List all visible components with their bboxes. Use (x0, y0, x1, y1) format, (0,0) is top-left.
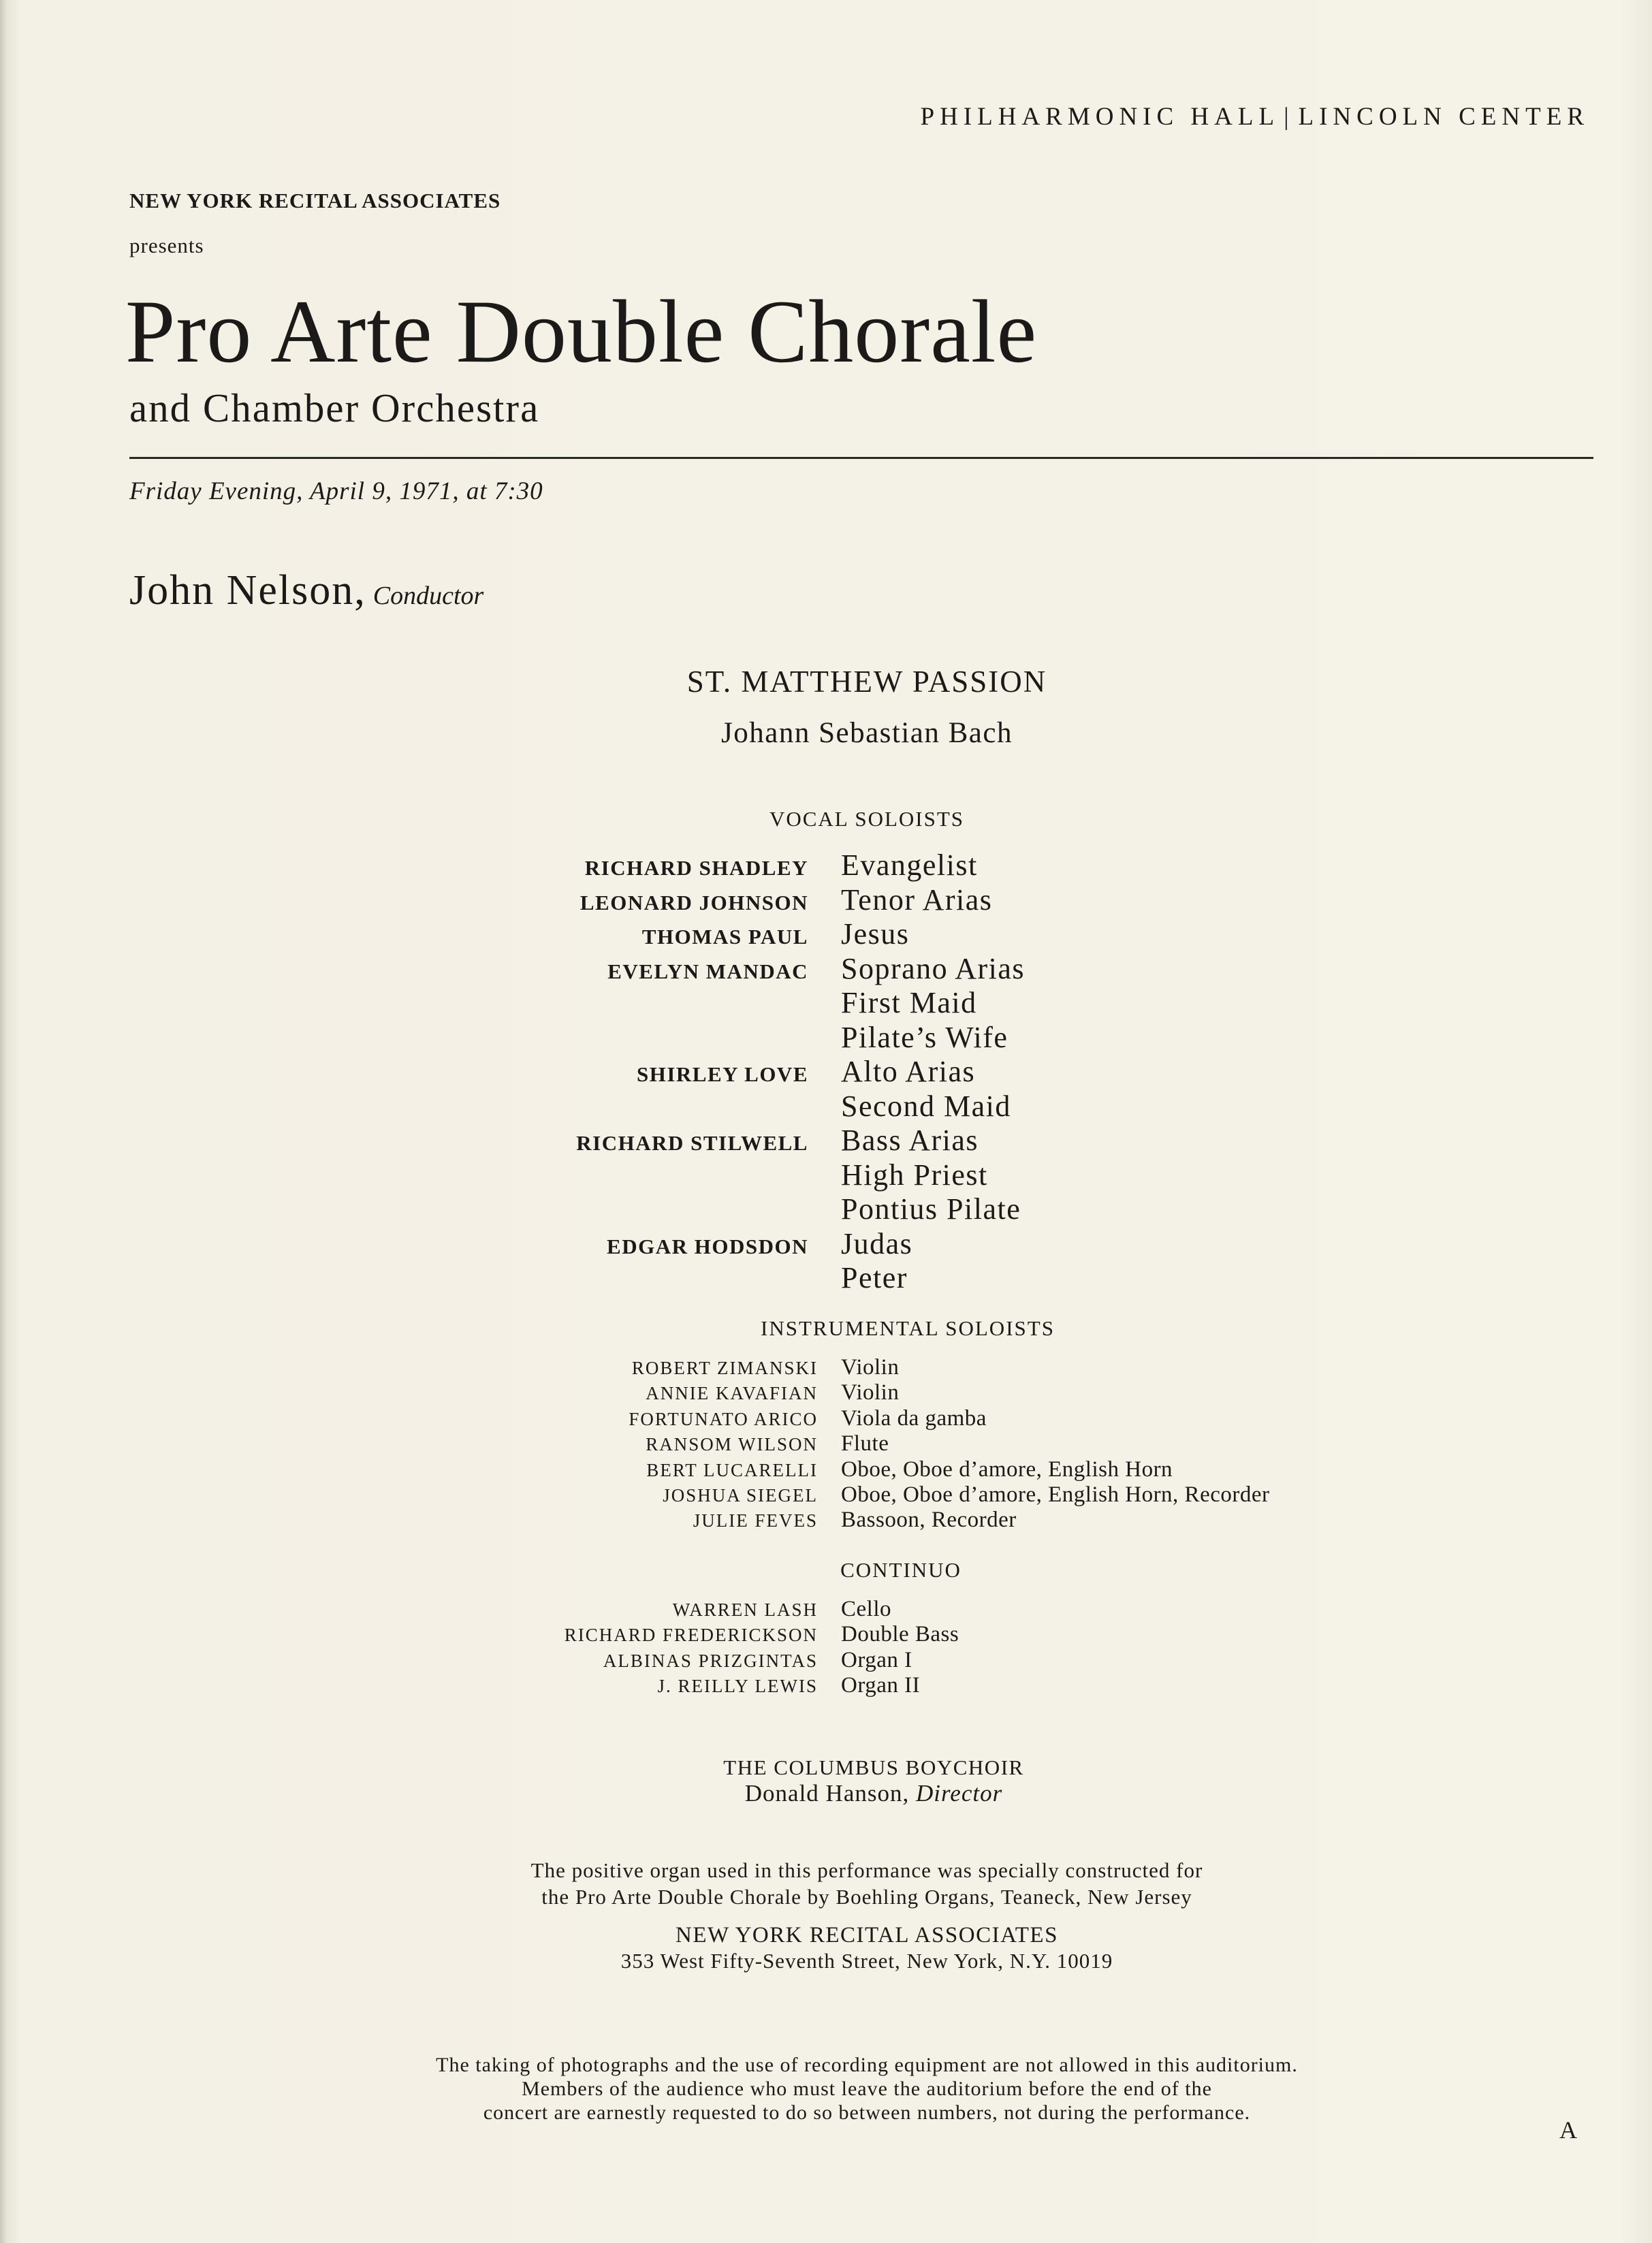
performer-role: Tenor Arias (841, 882, 993, 917)
continuo-list (477, 1597, 959, 1699)
roster-row (477, 1406, 1270, 1431)
vocal-soloists-list (477, 848, 1025, 1295)
performer-name: J. REILLY LEWIS (657, 1676, 818, 1697)
performer-name: RICHARD SHADLEY (584, 856, 808, 880)
performer-name: THOMAS PAUL (641, 925, 808, 949)
page-subtitle: and Chamber Orchestra (129, 385, 540, 430)
performer-role: Alto Arias (841, 1055, 976, 1088)
organ-note-line: the Pro Arte Double Chorale by Boehling Organs, Teaneck, New Jersey (541, 1885, 1192, 1909)
association-address: 353 West Fifty-Seventh Street, New York, N.Y. 10019 (620, 1949, 1113, 1973)
performer-name: JOSHUA SIEGEL (663, 1484, 818, 1506)
performer-name: EVELYN MANDAC (607, 959, 808, 983)
venue-separator: | (1284, 103, 1294, 131)
performer-name: RICHARD STILWELL (576, 1131, 808, 1155)
presents-label: presents (129, 234, 204, 257)
roster-row (477, 1673, 959, 1698)
roster-row (477, 985, 1025, 1020)
performer-name: RICHARD FREDERICKSON (564, 1625, 818, 1646)
performer-role: Bassoon, Recorder (841, 1508, 1017, 1533)
performer-name: RANSOM WILSON (646, 1434, 818, 1455)
venue-location: LINCOLN CENTER (1298, 103, 1589, 131)
roster-row (477, 951, 1025, 986)
roster-row (477, 1089, 1025, 1124)
roster-row (477, 1020, 1025, 1055)
performer-role: Oboe, Oboe d’amore, English Horn, Recorder (841, 1482, 1270, 1507)
roster-row (477, 1622, 959, 1647)
roster-row (477, 1355, 1270, 1380)
roster-row (477, 1482, 1270, 1508)
performer-role: Oboe, Oboe d’amore, English Horn (841, 1457, 1173, 1482)
performer-role: Double Bass (841, 1622, 959, 1647)
performer-role: Soprano Arias (841, 951, 1026, 985)
venue-header (921, 102, 1590, 131)
roster-row (477, 1597, 959, 1622)
work-title: ST. MATTHEW PASSION (686, 665, 1047, 699)
performer-name: ROBERT ZIMANSKI (631, 1358, 818, 1378)
page-title: Pro Arte Double Chorale (125, 281, 1038, 381)
composer: Johann Sebastian Bach (721, 717, 1013, 749)
instrumental-soloists-heading: INSTRUMENTAL SOLOISTS (761, 1316, 1055, 1340)
roster-row (477, 1508, 1270, 1533)
performer-role: Violin (841, 1355, 900, 1380)
organ-note (0, 1857, 1652, 1910)
performer-role: Organ II (841, 1673, 921, 1698)
choir-director-name: Donald Hanson, (744, 1780, 910, 1807)
continuo-heading: CONTINUO (840, 1558, 962, 1582)
choir-name: THE COLUMBUS BOYCHOIR (723, 1755, 1024, 1779)
performer-name: EDGAR HODSDON (607, 1234, 808, 1258)
association-name: NEW YORK RECITAL ASSOCIATES (676, 1923, 1058, 1947)
vocal-soloists-heading: VOCAL SOLOISTS (769, 807, 965, 831)
venue-name: PHILHARMONIC HALL (920, 103, 1280, 131)
performer-role: Pontius Pilate (841, 1192, 1021, 1226)
performer-name: JULIE FEVES (693, 1510, 818, 1531)
conductor-role: Conductor (372, 582, 484, 610)
roster-row (477, 1260, 1025, 1295)
choir-director-role: Director (915, 1780, 1003, 1807)
instrumental-soloists-list (477, 1355, 1270, 1533)
notice-line: The taking of photographs and the use of recording equipment are not allowed in this auditorium. (436, 2054, 1298, 2076)
roster-row (477, 1457, 1270, 1482)
roster-row (477, 1158, 1025, 1192)
roster-row (477, 1192, 1025, 1226)
roster-row (477, 1226, 1025, 1261)
notice-line: concert are earnestly requested to do so between numbers, not during the performance. (483, 2101, 1251, 2124)
performer-name: BERT LUCARELLI (646, 1459, 818, 1480)
performance-date: Friday Evening, April 9, 1971, at 7:30 (129, 477, 543, 505)
performer-name: ALBINAS PRIZGINTAS (603, 1650, 818, 1671)
roster-row (477, 1648, 959, 1673)
performer-name: ANNIE KAVAFIAN (646, 1383, 818, 1404)
performer-role: First Maid (841, 986, 977, 1019)
performer-role: Judas (841, 1226, 913, 1260)
title-divider (129, 457, 1593, 459)
performer-role: High Priest (841, 1158, 988, 1192)
performer-role: Flute (841, 1431, 889, 1457)
roster-row (477, 1380, 1270, 1405)
organ-note-line: The positive organ used in this performance was specially constructed for (530, 1858, 1203, 1882)
presenter: NEW YORK RECITAL ASSOCIATES (129, 189, 501, 212)
performer-role: Second Maid (841, 1089, 1011, 1123)
performer-name: SHIRLEY LOVE (637, 1062, 808, 1086)
roster-row (477, 848, 1025, 882)
roster-row (477, 882, 1025, 917)
performer-role: Viola da gamba (841, 1405, 987, 1431)
notice-line: Members of the audience who must leave the auditorium before the end of the (522, 2078, 1212, 2100)
audience-notice (0, 2053, 1652, 2125)
performer-name: FORTUNATO ARICO (629, 1408, 818, 1429)
conductor-line (129, 567, 483, 615)
conductor-name: John Nelson, (129, 567, 366, 614)
performer-role: Jesus (841, 917, 910, 951)
performer-role: Bass Arias (841, 1124, 979, 1157)
performer-role: Violin (841, 1380, 900, 1405)
performer-role: Pilate’s Wife (841, 1020, 1008, 1054)
performer-role: Organ I (841, 1647, 912, 1672)
choir-director (0, 1780, 1652, 1807)
performer-role: Peter (841, 1261, 908, 1294)
performer-name: WARREN LASH (672, 1600, 818, 1620)
page-letter: A (1559, 2116, 1577, 2144)
roster-row (477, 1123, 1025, 1158)
roster-row (477, 1054, 1025, 1089)
performer-role: Evangelist (841, 848, 978, 882)
performer-name: LEONARD JOHNSON (579, 890, 808, 914)
roster-row (477, 917, 1025, 951)
performer-role: Cello (841, 1597, 891, 1621)
roster-row (477, 1431, 1270, 1457)
